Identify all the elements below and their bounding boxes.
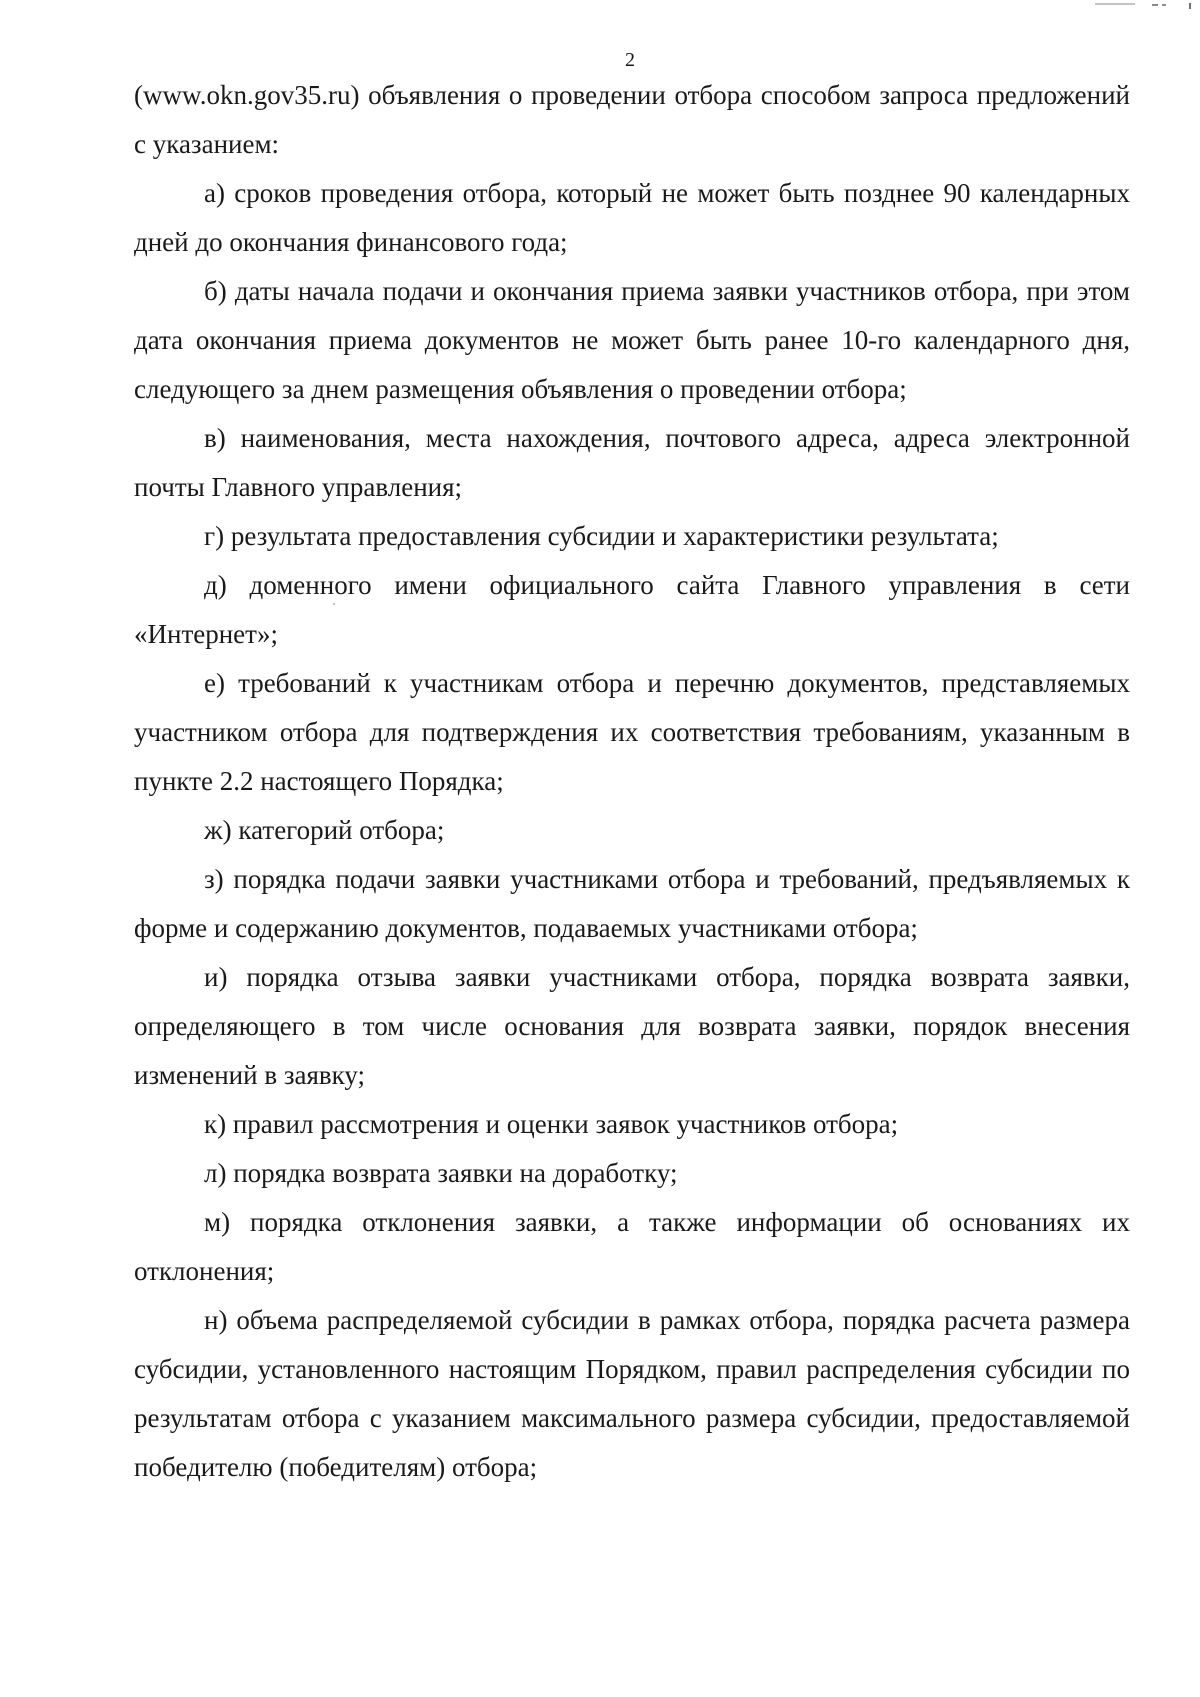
- paragraph-item-a: а) сроков проведения отбора, который не может быть позднее 90 календарных дней до окончания финансового года;: [134, 178, 1130, 257]
- paragraph-item-i: и) порядка отзыва заявки участниками отбора, порядка возврата заявки, определяющего в том числе основания для возврата заявки, порядок внесения изменений в заявку;: [134, 962, 1130, 1090]
- paragraph-item-m: м) порядка отклонения заявки, а также информации об основаниях их отклонения;: [134, 1207, 1130, 1286]
- paragraph-item-k: к) правил рассмотрения и оценки заявок участников отбора;: [204, 1109, 899, 1139]
- paragraph-item-d: д) доменного имени официального сайта Главного управления в сети «Интернет»;: [134, 570, 1130, 649]
- paragraph-item-g: г) результата предоставления субсидии и характеристики результата;: [204, 521, 999, 551]
- scan-speck: [333, 603, 335, 605]
- paragraph-item-b: б) даты начала подачи и окончания приема заявки участников отбора, при этом дата окончания приема документов не может быть ранее 10-го календарного дня, следующего за днем размещения объявления о проведении отбора;: [134, 276, 1130, 404]
- paragraph-item-n: н) объема распределяемой субсидии в рамках отбора, порядка расчета размера субсидии, установленного настоящим Порядком, правил распределения субсидии по результатам отбора с указанием максимального размера субсидии, предоставляемой победителю (победителям) отбора;: [134, 1305, 1130, 1482]
- scan-corner-mark: [1040, 0, 1200, 10]
- page-number: 2: [625, 49, 635, 71]
- paragraph-item-v: в) наименования, места нахождения, почтового адреса, адреса электронной почты Главного управления;: [134, 423, 1130, 502]
- paragraph-intro: (www.okn.gov35.ru) объявления о проведении отбора способом запроса предложений с указанием:: [134, 80, 1130, 159]
- document-body: [134, 71, 1130, 1492]
- paragraph-item-e: е) требований к участникам отбора и перечню документов, представляемых участником отбора для подтверждения их соответствия требованиям, указанным в пункте 2.2 настоящего Порядка;: [134, 668, 1130, 796]
- paragraph-item-l: л) порядка возврата заявки на доработку;: [204, 1158, 678, 1188]
- paragraph-item-z: з) порядка подачи заявки участниками отбора и требований, предъявляемых к форме и содержанию документов, подаваемых участниками отбора;: [134, 864, 1130, 943]
- paragraph-item-zh: ж) категорий отбора;: [204, 815, 445, 845]
